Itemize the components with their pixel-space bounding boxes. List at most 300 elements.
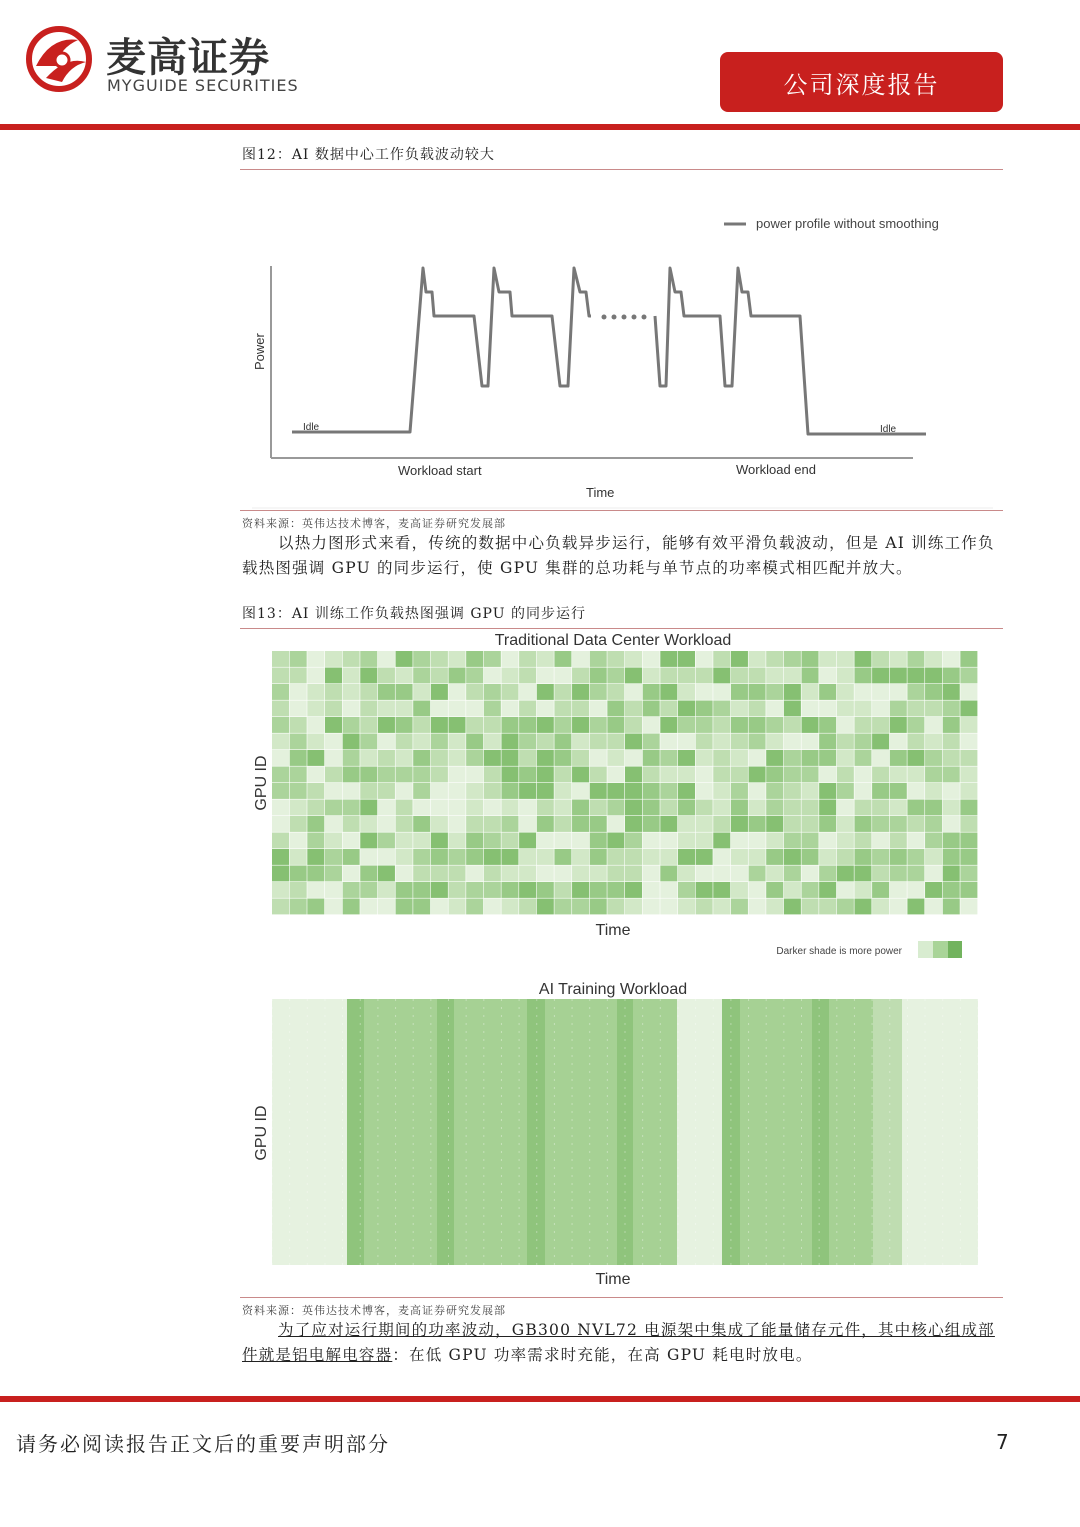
heatmap1-cell [501, 800, 518, 816]
heatmap1-cell [907, 849, 924, 865]
heatmap1-cell [643, 750, 660, 766]
heatmap1-cell [572, 668, 589, 684]
heatmap1-cell [925, 668, 942, 684]
heatmap1-cell [590, 783, 607, 799]
heatmap1-cell [660, 717, 677, 733]
heatmap1-cell [449, 717, 466, 733]
heatmap1-cell [272, 783, 289, 799]
ellipsis-dot [612, 315, 617, 320]
heatmap1-cell [501, 717, 518, 733]
heatmap1-cell [749, 651, 766, 667]
heatmap1-cell [519, 816, 536, 832]
heatmap1-cell [325, 651, 342, 667]
heatmap1-cell [484, 816, 501, 832]
heatmap1-cell [696, 849, 713, 865]
heatmap1-cell [396, 767, 413, 783]
heatmap2-y-label: GPU ID [253, 1105, 270, 1161]
legend-swatch-dark [948, 941, 962, 958]
heatmap1-cell [890, 668, 907, 684]
heatmap1-cell [290, 816, 307, 832]
heatmap1-cell [625, 882, 642, 898]
heatmap1-cell [307, 899, 324, 915]
footer-disclaimer: 请务必阅读报告正文后的重要声明部分 [16, 1432, 390, 1456]
heatmap1-cell [607, 651, 624, 667]
heatmap1-cell [413, 668, 430, 684]
heatmap1-cell [343, 651, 360, 667]
heatmap1-cell [784, 750, 801, 766]
heatmap1-cell [802, 866, 819, 882]
heatmap2-band [740, 999, 812, 1265]
heatmap1-cell [854, 750, 871, 766]
heatmap1-cell [943, 899, 960, 915]
heatmap1-cell [890, 866, 907, 882]
heatmap1-cell [872, 816, 889, 832]
heatmap1-cell [731, 849, 748, 865]
heatmap1-cell [660, 866, 677, 882]
heatmap1-cell [325, 816, 342, 832]
heatmap1-cell [325, 750, 342, 766]
heatmap1-cell [943, 882, 960, 898]
heatmap1-cell [890, 684, 907, 700]
heatmap1-cell [554, 684, 571, 700]
heatmap1-cell [819, 800, 836, 816]
heatmap1-cell [572, 684, 589, 700]
heatmap1-cell [607, 849, 624, 865]
heatmap1-cell [749, 717, 766, 733]
heatmap1-cell [590, 651, 607, 667]
heatmap1-cell [749, 684, 766, 700]
heatmap1-cell [890, 651, 907, 667]
body-paragraph-1: 以热力图形式来看，传统的数据中心负载异步运行，能够有效平滑负载波动，但是 AI 训练工作负载热图强调 GPU 的同步运行，使 GPU 集群的总功耗与单节点的功率模式相匹配并放大。 [242, 534, 995, 577]
heatmap1-cell [590, 849, 607, 865]
workload-start-label: Workload start [398, 463, 482, 478]
heatmap1-cell [307, 717, 324, 733]
heatmap1-cell [643, 833, 660, 849]
heatmap1-cell [907, 816, 924, 832]
heatmap1-cell [749, 849, 766, 865]
heatmap1-cell [290, 701, 307, 717]
heatmap1-cell [766, 717, 783, 733]
heatmap1-cell [766, 866, 783, 882]
heatmap2-grid [272, 999, 978, 1265]
heatmap1-cell [713, 849, 730, 865]
heatmap1-cell [396, 684, 413, 700]
heatmap1-cell [837, 717, 854, 733]
heatmap1-cell [360, 882, 377, 898]
heatmap1-cell [749, 866, 766, 882]
heatmap1-cell [484, 866, 501, 882]
heatmap1-cell [572, 717, 589, 733]
heatmap1-cell [554, 750, 571, 766]
heatmap1-cell [396, 783, 413, 799]
heatmap1-cell [307, 800, 324, 816]
heatmap2-band [812, 999, 829, 1265]
heatmap1-cell [431, 651, 448, 667]
heatmap1-cell [554, 668, 571, 684]
heatmap1-cell [501, 734, 518, 750]
heatmap1-cell [466, 668, 483, 684]
heatmap1-cell [960, 800, 977, 816]
heatmap1-cell [325, 684, 342, 700]
heatmap1-cell [660, 849, 677, 865]
heatmap1-cell [431, 684, 448, 700]
heatmap1-cell [907, 800, 924, 816]
heatmap1-cell [660, 882, 677, 898]
heatmap1-cell [572, 833, 589, 849]
heatmap1-cell [713, 800, 730, 816]
heatmap1-cell [572, 783, 589, 799]
heatmap1-cell [960, 833, 977, 849]
header-divider [0, 124, 1080, 130]
heatmap1-cell [713, 668, 730, 684]
heatmap1-cell [519, 734, 536, 750]
heatmap1-cell [572, 849, 589, 865]
heatmap1-cell [360, 734, 377, 750]
heatmap1-cell [572, 767, 589, 783]
heatmap1-cell [360, 668, 377, 684]
heatmap1-cell [713, 734, 730, 750]
heatmap1-cell [519, 866, 536, 882]
heatmap1-cell [413, 767, 430, 783]
heatmap1-cell [766, 816, 783, 832]
heatmap1-cell [307, 783, 324, 799]
heatmap1-cell [396, 866, 413, 882]
heatmap1-cell [572, 816, 589, 832]
heatmap1-cell [413, 734, 430, 750]
heatmap1-cell [625, 668, 642, 684]
heatmap1-cell [519, 849, 536, 865]
heatmap1-cell [678, 767, 695, 783]
heatmap1-cell [360, 684, 377, 700]
heatmap1-cell [696, 734, 713, 750]
heatmap1-cell [378, 849, 395, 865]
heatmap1-cell [325, 833, 342, 849]
heatmap1-cell [625, 866, 642, 882]
heatmap1-cell [449, 899, 466, 915]
heatmap1-cell [360, 866, 377, 882]
heatmap1-cell [731, 734, 748, 750]
heatmap1-cell [431, 767, 448, 783]
heatmap1-cell [784, 668, 801, 684]
heatmap1-cell [396, 833, 413, 849]
heatmap1-cell [449, 849, 466, 865]
heatmap1-cell [802, 717, 819, 733]
heatmap1-cell [590, 899, 607, 915]
heatmap1-cell [413, 882, 430, 898]
heatmap1-cell [590, 717, 607, 733]
heatmap1-cell [431, 800, 448, 816]
heatmap1-cell [660, 783, 677, 799]
heatmap1-cell [360, 767, 377, 783]
heatmap1-cell [501, 783, 518, 799]
heatmap1-cell [501, 767, 518, 783]
heatmap1-cell [960, 866, 977, 882]
heatmap1-cell [731, 717, 748, 733]
heatmap1-cell [484, 734, 501, 750]
heatmap1-cell [819, 882, 836, 898]
heatmap1-cell [854, 849, 871, 865]
heatmap1-cell [837, 767, 854, 783]
heatmap1-cell [537, 866, 554, 882]
heatmap1-cell [890, 750, 907, 766]
heatmap1-cell [537, 750, 554, 766]
heatmap1-cell [890, 800, 907, 816]
heatmap1-cell [713, 701, 730, 717]
heatmap1-cell [590, 734, 607, 750]
heatmap1-cell [572, 899, 589, 915]
heatmap1-cell [449, 833, 466, 849]
heatmap1-cell [378, 684, 395, 700]
heatmap1-cell [890, 767, 907, 783]
heatmap1-cell [484, 684, 501, 700]
body-paragraph-2 [242, 1318, 1002, 1368]
ellipsis-dot [622, 315, 627, 320]
heatmap2-band [829, 999, 873, 1265]
heatmap1-cell [537, 882, 554, 898]
heatmap2-band [527, 999, 545, 1265]
heatmap1-cell [943, 701, 960, 717]
heatmap1-cell [484, 717, 501, 733]
heatmap1-cell [484, 668, 501, 684]
heatmap1-cell [343, 882, 360, 898]
heatmap1-cell [360, 717, 377, 733]
heatmap1-cell [607, 783, 624, 799]
heatmap1-cell [607, 750, 624, 766]
heatmap1-cell [625, 783, 642, 799]
heatmap1-cell [819, 816, 836, 832]
heatmap1-cell [660, 734, 677, 750]
heatmap1-cell [907, 767, 924, 783]
heatmap1-cell [731, 651, 748, 667]
legend-swatch-light [918, 941, 933, 958]
heatmap1-cell [749, 816, 766, 832]
heatmap1-cell [325, 767, 342, 783]
heatmap2-band [873, 999, 902, 1265]
heatmap1-cell [572, 750, 589, 766]
heatmap1-cell [960, 849, 977, 865]
gpu-heatmap-figure [240, 628, 1005, 1296]
heatmap1-cell [290, 734, 307, 750]
heatmap1-cell [413, 899, 430, 915]
heatmap1-cell [607, 717, 624, 733]
heatmap1-cell [466, 651, 483, 667]
heatmap1-cell [537, 783, 554, 799]
heatmap1-cell [537, 767, 554, 783]
heatmap1-cell [749, 701, 766, 717]
heatmap1-cell [678, 684, 695, 700]
heatmap1-cell [749, 783, 766, 799]
heatmap1-cell [625, 717, 642, 733]
heatmap1-cell [413, 651, 430, 667]
heatmap1-cell [554, 717, 571, 733]
heatmap1-cell [713, 833, 730, 849]
heatmap1-cell [360, 899, 377, 915]
heatmap1-cell [290, 899, 307, 915]
heatmap1-cell [466, 899, 483, 915]
heatmap1-cell [272, 750, 289, 766]
heatmap1-cell [749, 800, 766, 816]
heatmap1-cell [854, 701, 871, 717]
heatmap1-cell [572, 882, 589, 898]
heatmap1-cell [590, 800, 607, 816]
heatmap1-cell [343, 750, 360, 766]
heatmap1-cell [590, 866, 607, 882]
heatmap1-cell [360, 849, 377, 865]
heatmap1-cell [466, 833, 483, 849]
heatmap1-cell [749, 833, 766, 849]
heatmap1-cell [925, 882, 942, 898]
heatmap1-cell [749, 668, 766, 684]
x-axis-label: Time [586, 485, 615, 500]
heatmap1-cell [431, 866, 448, 882]
heatmap1-cell [466, 767, 483, 783]
heatmap1-cell [307, 882, 324, 898]
heatmap1-cell [696, 833, 713, 849]
heatmap1-cell [378, 783, 395, 799]
heatmap1-cell [307, 849, 324, 865]
heatmap1-cell [484, 882, 501, 898]
ellipsis-dot [632, 315, 637, 320]
heatmap1-cell [607, 668, 624, 684]
heatmap1-cell [819, 767, 836, 783]
heatmap1-cell [307, 750, 324, 766]
heatmap1-cell [625, 833, 642, 849]
heatmap1-cell [731, 684, 748, 700]
heatmap1-cell [343, 800, 360, 816]
heatmap1-cell [802, 734, 819, 750]
heatmap1-cell [325, 668, 342, 684]
figure13-source: 资料来源：英伟达技术博客，麦高证券研究发展部 [242, 1304, 506, 1317]
heatmap1-cell [713, 651, 730, 667]
heatmap1-cell [590, 668, 607, 684]
heatmap1-title: Traditional Data Center Workload [494, 632, 732, 649]
heatmap1-cell [466, 800, 483, 816]
heatmap1-cell [343, 734, 360, 750]
heatmap1-cell [307, 684, 324, 700]
heatmap1-cell [396, 750, 413, 766]
heatmap1-cell [960, 899, 977, 915]
footer-divider [0, 1396, 1080, 1402]
heatmap1-cell [925, 899, 942, 915]
heatmap1-cell [590, 701, 607, 717]
heatmap1-cell [554, 783, 571, 799]
heatmap1-cell [943, 684, 960, 700]
heatmap1-cell [449, 866, 466, 882]
heatmap1-cell [749, 882, 766, 898]
heatmap1-cell [307, 767, 324, 783]
heatmap2-band [437, 999, 454, 1265]
heatmap1-cell [431, 734, 448, 750]
heatmap1-cell [590, 767, 607, 783]
heatmap1-cell [413, 783, 430, 799]
heatmap1-cell [678, 899, 695, 915]
heatmap1-cell [307, 866, 324, 882]
heatmap1-cell [943, 651, 960, 667]
heatmap1-cell [378, 651, 395, 667]
heatmap1-cell [890, 816, 907, 832]
heatmap2-band [902, 999, 978, 1265]
heatmap1-cell [925, 783, 942, 799]
heatmap1-cell [519, 684, 536, 700]
heatmap1-cell [290, 849, 307, 865]
heatmap1-cell [378, 882, 395, 898]
heatmap1-cell [837, 833, 854, 849]
heatmap1-cell [501, 816, 518, 832]
heatmap1-cell [907, 734, 924, 750]
heatmap1-cell [660, 899, 677, 915]
heatmap1-cell [290, 882, 307, 898]
heatmap1-cell [343, 717, 360, 733]
heatmap1-cell [431, 783, 448, 799]
heatmap2-band [677, 999, 722, 1265]
heatmap1-cell [343, 849, 360, 865]
heatmap1-cell [272, 651, 289, 667]
heatmap1-cell [519, 767, 536, 783]
heatmap1-cell [272, 849, 289, 865]
heatmap1-cell [696, 668, 713, 684]
ellipsis-dot [642, 315, 647, 320]
heatmap1-cell [307, 701, 324, 717]
heatmap1-cell [466, 816, 483, 832]
body-paragraph-2-rest: ：在低 GPU 功率需求时充能，在高 GPU 耗电时放电。 [392, 1346, 813, 1364]
heatmap1-cell [290, 767, 307, 783]
heatmap1-cell [643, 800, 660, 816]
heatmap1-cell [713, 899, 730, 915]
heatmap1-cell [660, 816, 677, 832]
heatmap1-cell [307, 651, 324, 667]
heatmap1-cell [378, 833, 395, 849]
heatmap1-cell [537, 899, 554, 915]
heatmap1-cell [519, 783, 536, 799]
heatmap1-cell [819, 684, 836, 700]
heatmap1-cell [678, 668, 695, 684]
heatmap1-cell [290, 651, 307, 667]
heatmap1-cell [607, 734, 624, 750]
heatmap1-cell [431, 849, 448, 865]
heatmap1-cell [696, 717, 713, 733]
heatmap1-cell [413, 717, 430, 733]
heatmap1-cell [396, 800, 413, 816]
heatmap1-cell [943, 767, 960, 783]
heatmap2-band [347, 999, 364, 1265]
heatmap-legend-label: Darker shade is more power [776, 946, 902, 957]
heatmap1-cell [802, 800, 819, 816]
heatmap1-cell [378, 767, 395, 783]
heatmap1-cell [431, 816, 448, 832]
heatmap1-cell [854, 882, 871, 898]
heatmap1-cell [554, 800, 571, 816]
heatmap1-cell [943, 800, 960, 816]
heatmap1-cell [519, 800, 536, 816]
heatmap1-cell [501, 651, 518, 667]
heatmap1-cell [554, 816, 571, 832]
heatmap1-cell [837, 849, 854, 865]
heatmap1-cell [802, 651, 819, 667]
heatmap1-cell [766, 833, 783, 849]
figure12-source: 资料来源：英伟达技术博客，麦高证券研究发展部 [242, 517, 506, 530]
heatmap1-cell [537, 684, 554, 700]
heatmap1-cell [537, 849, 554, 865]
heatmap1-cell [484, 701, 501, 717]
heatmap1-cell [607, 866, 624, 882]
heatmap1-cell [943, 734, 960, 750]
heatmap2-band [633, 999, 677, 1265]
heatmap1-cell [960, 734, 977, 750]
heatmap1-cell [484, 833, 501, 849]
heatmap1-cell [396, 882, 413, 898]
heatmap1-cell [413, 866, 430, 882]
heatmap1-cell [678, 651, 695, 667]
